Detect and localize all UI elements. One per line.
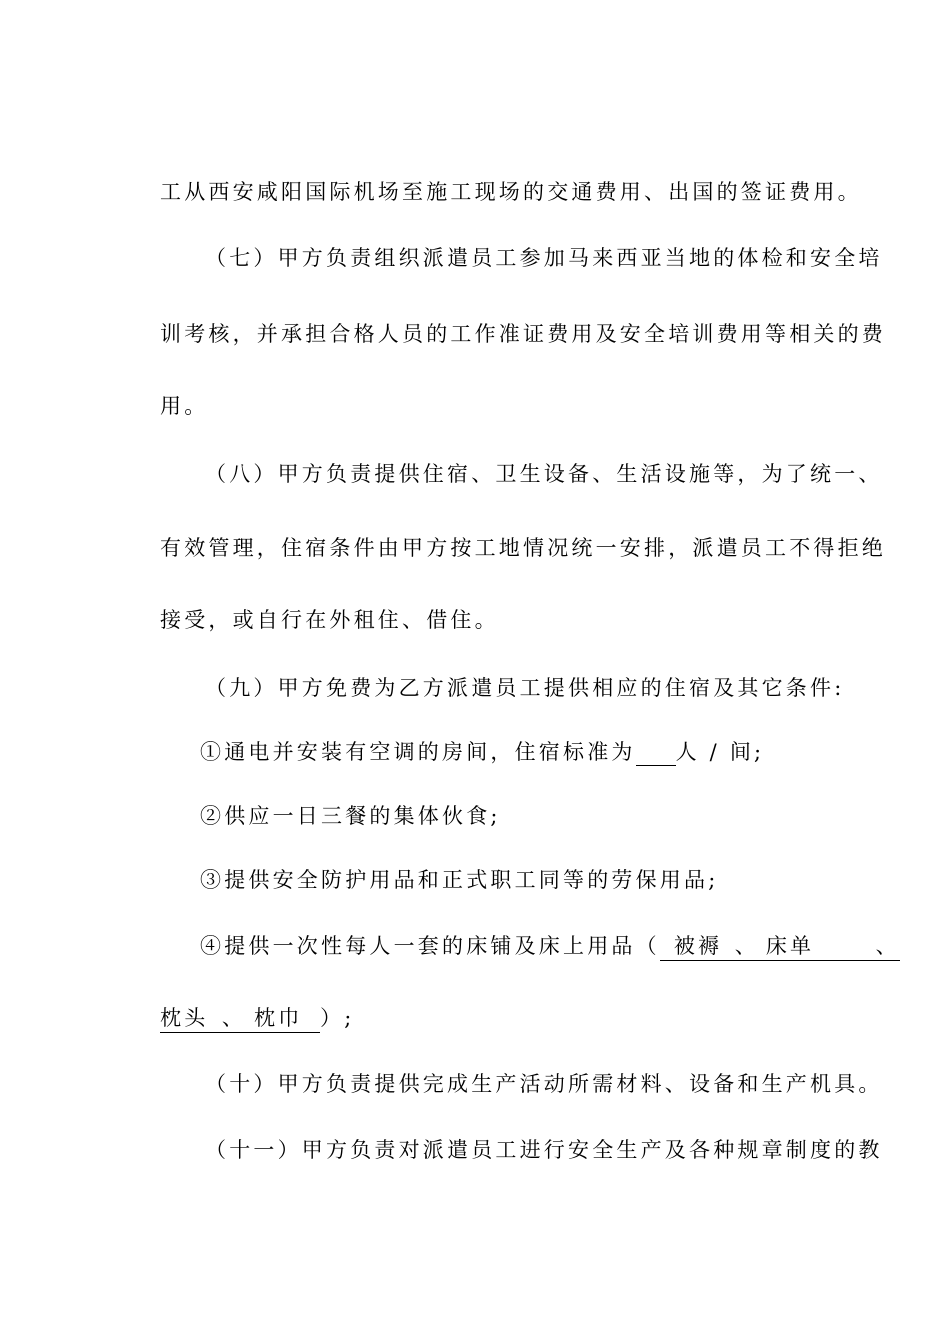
paragraph-transport-costs: 工从西安咸阳国际机场至施工现场的交通费用、出国的签证费用。: [160, 180, 862, 204]
clause-9-intro: （九）甲方免费为乙方派遣员工提供相应的住宿及其它条件:: [205, 676, 845, 700]
bedding-separator-2: 、: [844, 932, 900, 961]
clause-8-line-3: 接受，或自行在外租住、借住。: [160, 608, 499, 632]
item-4-text-after: ）;: [320, 1006, 355, 1030]
clause-10: （十）甲方负责提供完成生产活动所需材料、设备和生产机具。: [205, 1072, 883, 1096]
clause-11-line-1: （十一）甲方负责对派遣员工进行安全生产及各种规章制度的教: [205, 1138, 883, 1162]
bedding-separator-3: 、: [214, 1004, 254, 1033]
clause-7-line-2: 训考核，并承担合格人员的工作准证费用及安全培训费用等相关的费: [160, 322, 886, 346]
persons-per-room-blank[interactable]: [636, 743, 676, 766]
bedding-quilt: 被褥: [660, 932, 728, 961]
clause-8-line-2: 有效管理，住宿条件由甲方按工地情况统一安排，派遣员工不得拒绝: [160, 536, 886, 560]
bedding-towel: 枕巾: [254, 1004, 320, 1033]
bedding-separator-1: 、: [728, 932, 766, 961]
clause-8-line-1: （八）甲方负责提供住宿、卫生设备、生活设施等，为了统一、: [205, 462, 883, 486]
clause-7-line-3: 用。: [160, 394, 209, 418]
item-1-room: [200, 738, 880, 766]
clause-7-line-1: （七）甲方负责组织派遣员工参加马来西亚当地的体检和安全培: [205, 246, 883, 270]
item-4-text-before: ④提供一次性每人一套的床铺及床上用品（: [200, 934, 660, 958]
bedding-sheet: 床单: [766, 932, 844, 961]
item-2-meals: ②供应一日三餐的集体伙食;: [200, 804, 501, 828]
item-4-bedding-line-2: [160, 1004, 840, 1033]
item-1-text-after: 人 / 间;: [675, 740, 765, 764]
item-4-bedding-line-1: [200, 932, 900, 961]
bedding-pillow: 枕头: [160, 1004, 214, 1033]
item-1-text-before: ①通电并安装有空调的房间，住宿标准为: [200, 740, 636, 764]
item-3-protective-gear: ③提供安全防护用品和正式职工同等的劳保用品;: [200, 868, 719, 892]
